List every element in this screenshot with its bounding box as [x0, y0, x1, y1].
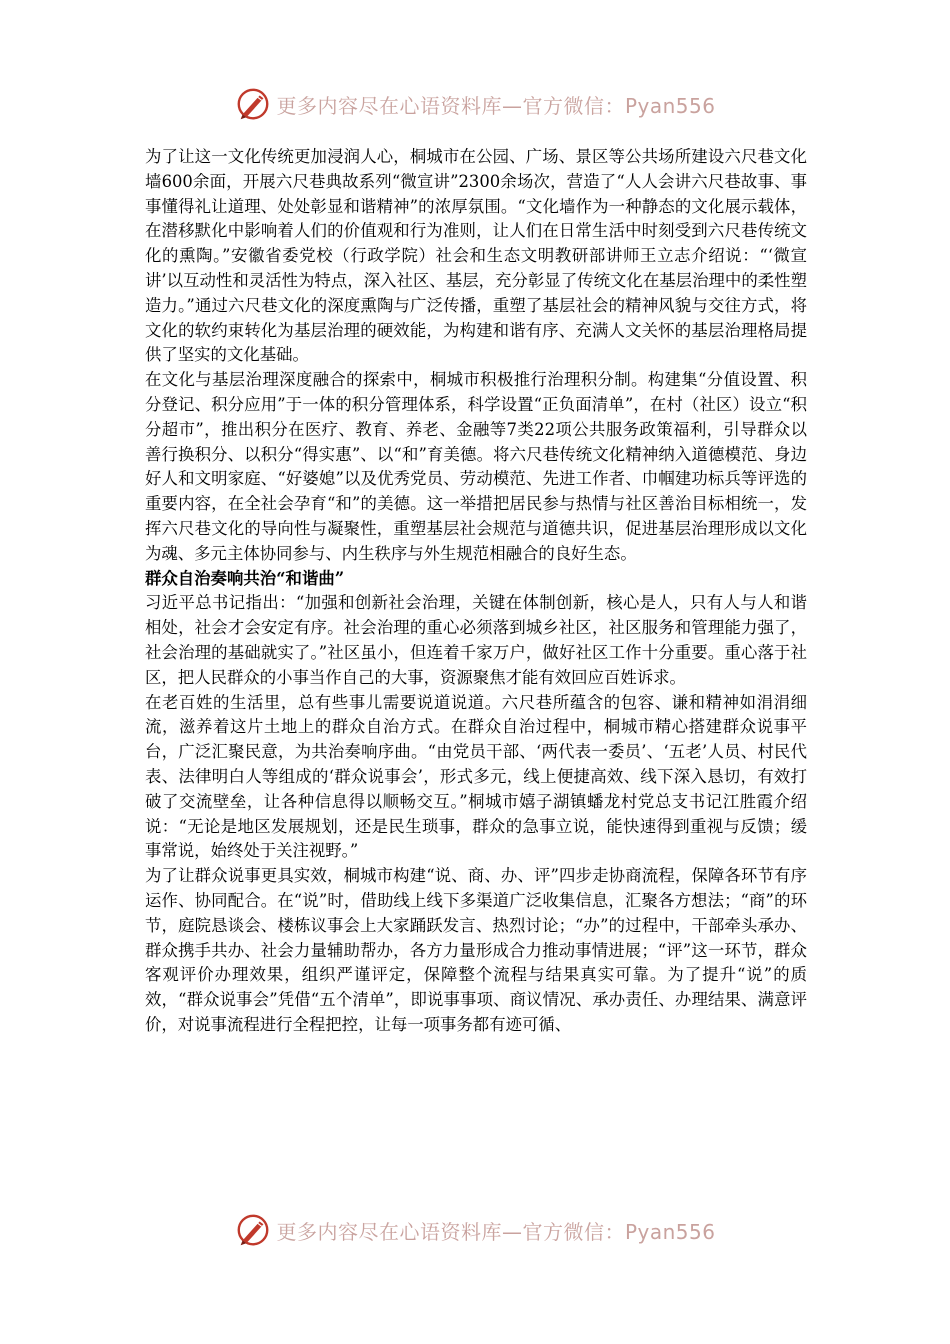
- header-watermark: [0, 84, 950, 124]
- watermark-text: 更多内容尽在心语资料库—官方微信：Pyan556: [276, 93, 716, 118]
- footer-watermark: [0, 1210, 950, 1250]
- pen-logo-icon: [234, 1211, 272, 1249]
- section-heading: 群众自治奏响共治“和谐曲”: [145, 568, 345, 588]
- article-body: [145, 145, 807, 1038]
- paragraph: 在文化与基层治理深度融合的探索中，桐城市积极推行治理积分制。构建集“分值设置、积分登记、积分应用”于一体的积分管理体系，科学设置“正负面清单”，在村（社区）设立“积分超市”，推出积分在医疗、教育、养老、金融等7类22项公共服务政策福利，引导群众以善行换积分、以积分“得实惠”、以“和”育美德。将六尺巷传统文化精神纳入道德模范、身边好人和文明家庭、“好婆媳”以及优秀党员、劳动模范、先进工作者、巾帼建功标兵等评选的重要内容，在全社会孕育“和”的美德。这一举措把居民参与热情与社区善治目标相统一，发挥六尺巷文化的导向性与凝聚性，重塑基层社会规范与道德共识，促进基层治理形成以文化为魂、多元主体协同参与、内生秩序与外生规范相融合的良好生态。: [145, 370, 807, 563]
- paragraph: 为了让群众说事更具实效，桐城市构建“说、商、办、评”四步走协商流程，保障各环节有序运作、协同配合。在“说”时，借助线上线下多渠道广泛收集信息，汇聚各方想法；“商”的环节，庭院恳谈会、楼栋议事会上大家踊跃发言、热烈讨论；“办”的过程中，干部牵头承办、群众携手共办、社会力量辅助帮办，各方力量形成合力推动事情进展；“评”这一环节，群众客观评价办理效果，组织严谨评定，保障整个流程与结果真实可靠。为了提升“说”的质效，“群众说事会”凭借“五个清单”，即说事事项、商议情况、承办责任、办理结果、满意评价，对说事流程进行全程把控，让每一项事务都有迹可循、: [145, 866, 807, 1034]
- paragraph: 习近平总书记指出：“加强和创新社会治理，关键在体制创新，核心是人，只有人与人和谐相处，社会才会安定有序。社会治理的重心必须落到城乡社区，社区服务和管理能力强了，社会治理的基础就实了。”社区虽小，但连着千家万户，做好社区工作十分重要。重心落于社区，把人民群众的小事当作自己的大事，资源聚焦才能有效回应百姓诉求。: [145, 593, 807, 687]
- watermark-text: 更多内容尽在心语资料库—官方微信：Pyan556: [276, 1219, 716, 1244]
- paragraph: 在老百姓的生活里，总有些事儿需要说道说道。六尺巷所蕴含的包容、谦和精神如涓涓细流，滋养着这片土地上的群众自治方式。在群众自治过程中，桐城市精心搭建群众说事平台，广泛汇聚民意，为共治奏响序曲。“由党员干部、‘两代表一委员’、‘五老’人员、村民代表、法律明白人等组成的‘群众说事会’，形式多元，线上便捷高效、线下深入恳切，有效打破了交流壁垒，让各种信息得以顺畅交互。”桐城市嬉子湖镇蟠龙村党总支书记江胜霞介绍说：“无论是地区发展规划，还是民生琐事，群众的急事立说，能快速得到重视与反馈；缓事常说，始终处于关注视野。”: [145, 692, 807, 861]
- pen-logo-icon: [234, 85, 272, 123]
- paragraph: 为了让这一文化传统更加浸润人心，桐城市在公园、广场、景区等公共场所建设六尺巷文化墙600余面，开展六尺巷典故系列“微宣讲”2300余场次，营造了“人人会讲六尺巷故事、事事懂得礼让道理、处处彰显和谐精神”的浓厚氛围。“文化墙作为一种静态的文化展示载体，在潜移默化中影响着人们的价值观和行为准则，让人们在日常生活中时刻受到六尺巷传统文化的熏陶。”安徽省委党校（行政学院）社会和生态文明教研部讲师王立志介绍说：“‘微宣讲’以互动性和灵活性为特点，深入社区、基层，充分彰显了传统文化在基层治理中的柔性塑造力。”通过六尺巷文化的深度熏陶与广泛传播，重塑了基层社会的精神风貌与交往方式，将文化的软约束转化为基层治理的硬效能，为构建和谐有序、充满人文关怀的基层治理格局提供了坚实的文化基础。: [145, 147, 807, 365]
